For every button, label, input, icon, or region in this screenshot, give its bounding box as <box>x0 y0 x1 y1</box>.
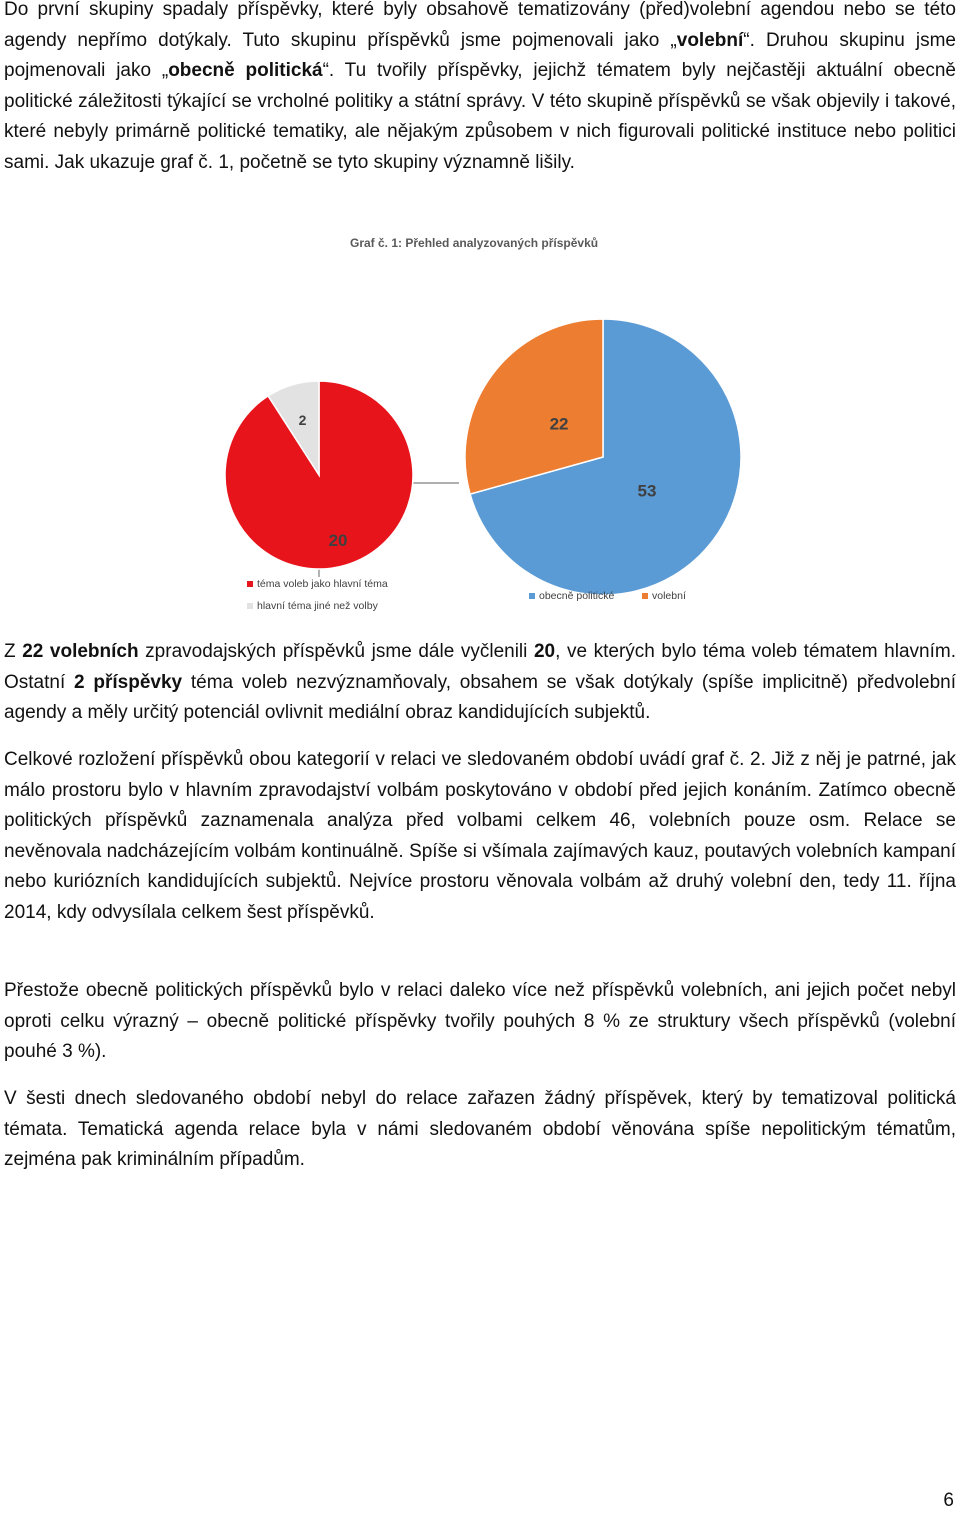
text-run: Z <box>4 641 23 662</box>
legend-left <box>247 578 388 612</box>
bold-text: obecně politická <box>168 60 323 81</box>
bold-text: 2 příspěvky <box>74 671 183 693</box>
legend-label: téma voleb jako hlavní téma <box>257 578 388 590</box>
legend-swatch <box>247 603 253 609</box>
paragraph-5 <box>4 1084 956 1176</box>
pie-chart-figure <box>4 225 960 620</box>
pie-left <box>225 381 413 569</box>
text-run: V šesti dnech sledovaného období nebyl do relace zařazen žádný příspěvek, který by tematizoval politická témata. Tematická agenda relace byla v námi sledovaném období věnována spíše nepolitickým tématům, zejména pak kriminálním případům. <box>4 1088 956 1170</box>
paragraph-4 <box>4 976 956 1068</box>
pie-data-label: 22 <box>549 414 569 434</box>
legend-swatch <box>529 593 535 599</box>
page-number: 6 <box>943 1490 954 1511</box>
pie-data-label: 20 <box>328 530 348 550</box>
bold-text: 22 volebních <box>22 641 139 662</box>
bold-text: volební <box>676 29 744 51</box>
text-run: “. Tu tvořily příspěvky, jejichž tématem byly nejčastěji aktuální obecně politické záležitosti týkající se vrcholné politiky a státní správy. V této skupině příspěvků se však objevily i takové, které nebyly primárně politické tematiky, ale nějakým způsobem v nich figurovali politické instituce nebo politici sami. Jak ukazuje graf č. 1, početně se tyto skupiny významně lišily. <box>4 60 956 173</box>
pie-chart-svg <box>4 225 960 620</box>
text-run: Přestože obecně politických příspěvků bylo v relaci daleko více než příspěvků volebních, ani jejich počet nebyl oproti celku výrazný – obecně politické příspěvky tvořily pouhých 8 % ze struktury všech příspěvků (volební pouhé 3 %). <box>4 980 956 1062</box>
pie-data-label: 2 <box>298 412 307 429</box>
text-run: téma voleb nezvýznamňovaly, obsahem se však dotýkaly (spíše implicitně) předvolební agendy a měly určitý potenciál ovlivnit mediální obraz kandidujících subjektů. <box>4 671 956 723</box>
chart-title: Graf č. 1: Přehled analyzovaných příspěvků <box>350 236 599 250</box>
bold-text: 20 <box>533 641 556 662</box>
text-run: zpravodajských příspěvků jsme dále vyčlenili <box>138 641 534 662</box>
legend-swatch <box>642 593 648 599</box>
text-run: “. Druhou skupinu jsme pojmenovali jako „ <box>4 29 956 81</box>
legend-swatch <box>247 581 253 587</box>
legend-right <box>529 590 686 602</box>
paragraph-3 <box>4 745 956 928</box>
legend-label: volební <box>652 590 686 602</box>
paragraph-2 <box>4 637 956 729</box>
text-run: Celkové rozložení příspěvků obou kategorií v relaci ve sledovaném období uvádí graf č. 2. Již z něj je patrné, jak málo prostoru bylo v hlavním zpravodajství volbám poskytováno v období před jejich konáním. Zatímco obecně politických příspěvků zaznamenala analýza před volbami celkem 46, volebních pouze osm. Relace se nevěnovala nadcházejícím volbám kontinuálně. Spíše si všímala zajímavých kauz, poutavých volebních kampaní nebo kuriózních kandidujících subjektů. Nejvíce prostoru věnovala volbám až druhý volební den, tedy 11. října 2014, kdy odvysílala celkem šest příspěvků. <box>4 749 956 923</box>
pie-right <box>465 319 741 595</box>
text-run: , ve kterých bylo téma voleb tématem hlavním. Ostatní <box>4 641 956 693</box>
legend-label: obecně politické <box>539 590 615 602</box>
pie-data-label: 53 <box>637 481 657 501</box>
legend-label: hlavní téma jiné než volby <box>257 600 378 612</box>
paragraph-1 <box>4 0 956 178</box>
text-run: Do první skupiny spadaly příspěvky, které byly obsahově tematizovány (před)volební agendou nebo se této agendy nepřímo dotýkaly. Tuto skupinu příspěvků jsme pojmenovali jako „ <box>4 0 956 51</box>
